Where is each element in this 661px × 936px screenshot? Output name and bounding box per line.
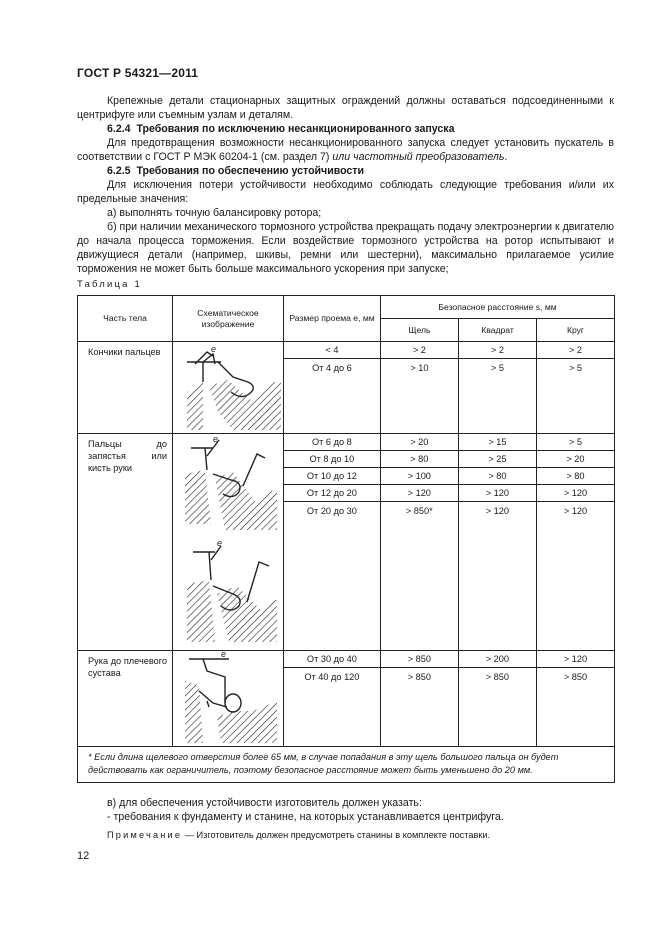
table-row: От 6 до 8 > 20 > 15 > 5 — [284, 434, 614, 451]
svg-text:e: e — [213, 434, 219, 444]
section-6-2-5-heading — [77, 164, 614, 178]
group-rows-arm — [284, 651, 614, 746]
note-text: — Изготовитель должен предусмотреть станины в комплекте поставки. — [182, 830, 491, 840]
schema-cell — [173, 651, 284, 747]
body-part-cell: Пальцы до запястья или кисть руки — [78, 434, 173, 651]
section-6-2-4-title: Требования по исключению несанкционированного запуска — [136, 123, 455, 135]
table-row: < 4 > 2 > 2 > 2 — [284, 342, 614, 359]
header-circle: Круг — [537, 319, 615, 342]
section-6-2-5-number: 6.2.5 — [107, 165, 131, 177]
intro-paragraph: Крепежные детали стационарных защитных ограждений должны оставаться подсоединенными к центрифуге или съемным узлам и деталям. — [77, 95, 614, 121]
table-row: От 12 до 20 > 120 > 120 > 120 — [284, 485, 614, 502]
section-6-2-5-text: Для исключения потери устойчивости необходимо соблюдать следующие требования и/или их предельные значения: — [77, 179, 614, 205]
schema-cell — [173, 434, 284, 651]
table-row-group — [78, 434, 615, 651]
list-item-a: а) выполнять точную балансировку ротора; — [107, 207, 322, 219]
list-item-v: в) для обеспечения устойчивости изготовитель должен указать: — [107, 797, 422, 809]
page-number: 12 — [77, 850, 90, 862]
fingertip-diagram-icon — [173, 342, 281, 430]
header-schema: Схематическое изображение — [173, 296, 284, 342]
table-row: От 20 до 30 > 850* > 120 > 120 — [284, 502, 614, 651]
list-dash-item: - требования к фундаменту и станине, на которых устанавливается центрифуга. — [107, 811, 504, 823]
table-row: От 4 до 6 > 10 > 5 > 5 — [284, 359, 614, 434]
table-row: От 30 до 40 > 850 > 200 > 120 — [284, 651, 614, 668]
table-row-group — [78, 342, 615, 434]
table-row: От 8 до 10 > 80 > 25 > 20 — [284, 451, 614, 468]
table-row: От 10 до 12 > 100 > 80 > 80 — [284, 468, 614, 485]
after-table-text — [77, 796, 614, 824]
svg-text:e: e — [221, 651, 227, 659]
section-6-2-4-number: 6.2.4 — [107, 123, 131, 135]
section-6-2-5-title: Требования по обеспечению устойчивости — [136, 165, 365, 177]
schema-cell — [173, 342, 284, 434]
header-size: Размер проема е, мм — [284, 296, 381, 342]
table-row: От 40 до 120 > 850 > 850 > 850 — [284, 668, 614, 747]
hand-diagram-icon — [173, 434, 281, 646]
note-label: Примечание — [107, 830, 183, 840]
header-square: Квадрат — [459, 319, 537, 342]
document-header: ГОСТ Р 54321—2011 — [77, 66, 199, 80]
header-part: Часть тела — [78, 296, 173, 342]
svg-text:e: e — [217, 538, 223, 548]
table-row-group — [78, 651, 615, 747]
section-6-2-4-heading — [77, 122, 614, 136]
note — [107, 830, 490, 840]
header-safe-distance: Безопасное расстояние s, мм — [381, 296, 615, 319]
table-caption: Таблица 1 — [77, 279, 142, 290]
arm-diagram-icon — [173, 651, 281, 743]
group-rows-hand — [284, 434, 614, 650]
safety-distance-table — [77, 295, 615, 783]
header-slot: Щель — [381, 319, 459, 342]
table-footnote: * Если длина щелевого отверстия более 65 мм, в случае попадания в эту щель большого пальца он будет действовать как ограничитель, поэтому безопасное расстояние может быть уменьшено до 20 мм. — [78, 747, 615, 783]
group-rows-fingertips — [284, 342, 614, 433]
section-6-2-4-text: Для предотвращения возможности несанкционированного запуска следует установить пускатель в соответствии с ГОСТ Р МЭК 60204-1 (см. раздел 7) или частотный преобразователь. — [77, 137, 614, 163]
body-part-cell: Рука до плечевого сустава — [78, 651, 173, 747]
body-part-cell: Кончики пальцев — [78, 342, 173, 434]
body-text — [77, 94, 614, 276]
svg-text:e: e — [211, 344, 217, 354]
list-item-b: б) при наличии механического тормозного устройства прекращать подачу электроэнергии к двигателю до начала процесса торможения. Если воздействие тормозного устройства на ротор испытывают и движущиеся детали (например, шкивы, ремни или шестерни), максимально прилагаемое усилие торможения не может быть больше максимального ускорения при запуске; — [77, 221, 614, 275]
